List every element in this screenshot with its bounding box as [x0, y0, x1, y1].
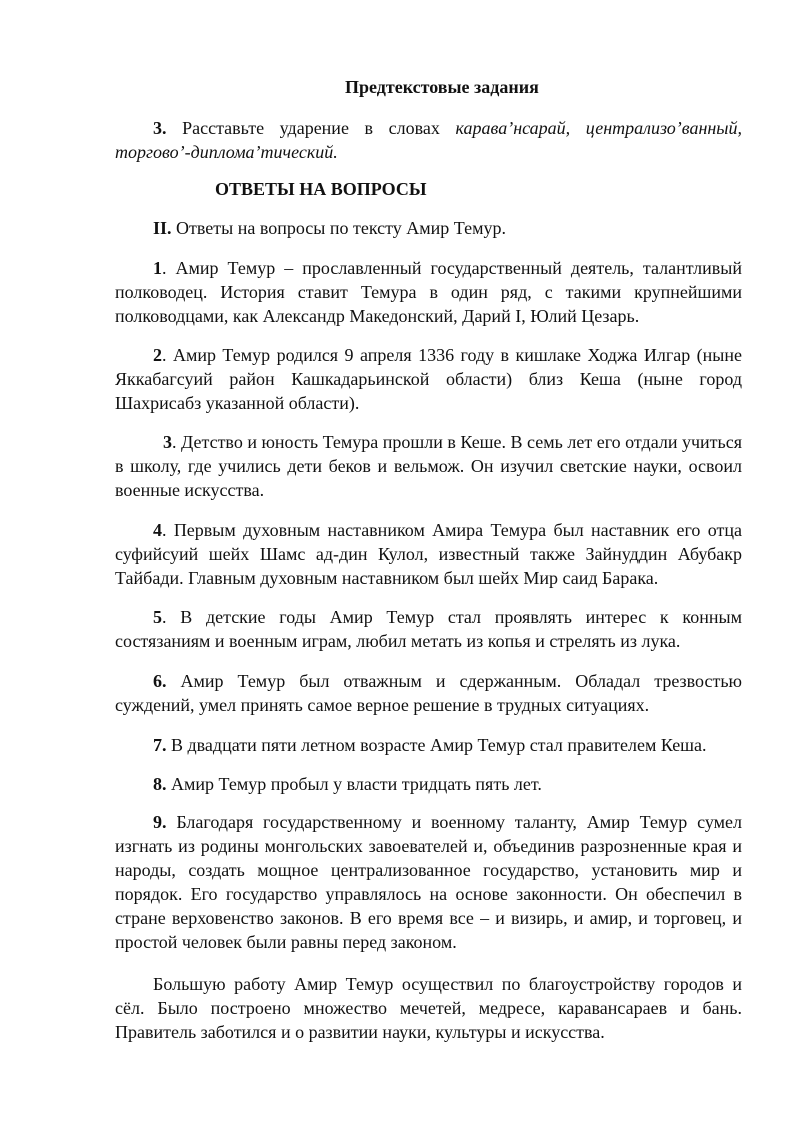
answer-6-text: Амир Темур был отважным и сдержанным. Обладал трезвостью суждений, умел принять самое верное решение в трудных ситуациях. [115, 671, 742, 715]
pretext-title: Предтекстовые задания [345, 77, 539, 97]
answer-1-text: . Амир Темур – прославленный государственный деятель, талантливый полководец. История ставит Темура в один ряд, с такими крупнейшими полководцами, как Александр Македонский, Дарий I, Юлий Цезарь. [115, 258, 742, 326]
answer-7-text: В двадцати пяти летном возрасте Амир Темур стал правителем Кеша. [166, 735, 707, 755]
answer-8-paragraph [115, 772, 742, 796]
answer-1-paragraph [115, 256, 742, 328]
answer-2-text: . Амир Темур родился 9 апреля 1336 году в кишлаке Ходжа Илгар (ныне Яккабагсуий район Кашкадарьинской области) близ Кеша (ныне город Шахрисабз указанной области). [115, 345, 742, 413]
task-3-text: Расставьте ударение в словах [166, 118, 456, 138]
answer-6-paragraph [115, 669, 742, 717]
answers-title: ОТВЕТЫ НА ВОПРОСЫ [215, 179, 427, 199]
answer-3-paragraph [115, 430, 742, 502]
task-3-number: 3. [153, 118, 167, 138]
task-3-words: карава’нсарай, централизо’ванный, торгово’-диплома’тический. [115, 118, 742, 162]
answer-8-text: Амир Темур пробыл у власти тридцать пять лет. [166, 774, 542, 794]
answer-2-paragraph [115, 343, 742, 415]
answers-intro-paragraph [115, 216, 742, 240]
task-3-paragraph [115, 116, 742, 164]
answers-extra-paragraph: Большую работу Амир Темур осуществил по благоустройству городов и сёл. Было построено множество мечетей, медресе, каравансараев и бань. Правитель заботился и о развитии науки, культуры и искусства. [115, 974, 742, 1042]
answer-1-number: 1 [153, 258, 162, 278]
answer-3-number: 3 [163, 432, 172, 452]
answers-intro-text: Ответы на вопросы по тексту Амир Темур. [171, 218, 507, 238]
answer-5-number: 5 [153, 607, 162, 627]
answer-8-number: 8. [153, 774, 167, 794]
answer-5-text: . В детские годы Амир Темур стал проявлять интерес к конным состязаниям и военным играм, любил метать из копья и стрелять из лука. [115, 607, 742, 651]
answers-intro-number: II. [153, 218, 172, 238]
answer-4-paragraph [115, 518, 742, 590]
answer-3-text: . Детство и юность Темура прошли в Кеше. В семь лет его отдали учиться в школу, где учились дети беков и вельмож. Он изучил светские науки, освоил военные искусства. [115, 432, 742, 500]
answer-2-number: 2 [153, 345, 162, 365]
answer-5-paragraph [115, 605, 742, 653]
answer-6-number: 6. [153, 671, 167, 691]
answer-7-number: 7. [153, 735, 167, 755]
answer-9-number: 9. [153, 812, 167, 832]
answer-9-text: Благодаря государственному и военному таланту, Амир Темур сумел изгнать из родины монгольских завоевателей и, объединив разрозненные края и народы, создать мощное централизованное государство, установить мир и порядок. Его государство управлялось на основе законности. Он обеспечил в стране верховенство законов. В его время все – и визирь, и амир, и торговец, и простой человек были равны перед законом. [115, 812, 742, 952]
answer-7-paragraph [115, 733, 742, 757]
answer-4-text: . Первым духовным наставником Амира Темура был наставник его отца суфийсуий шейх Шамс ад-дин Кулол, известный также Зайнуддин Абубакр Тайбади. Главным духовным наставником был шейх Мир саид Барака. [115, 520, 742, 588]
answer-9-paragraph [115, 810, 742, 954]
answer-4-number: 4 [153, 520, 162, 540]
